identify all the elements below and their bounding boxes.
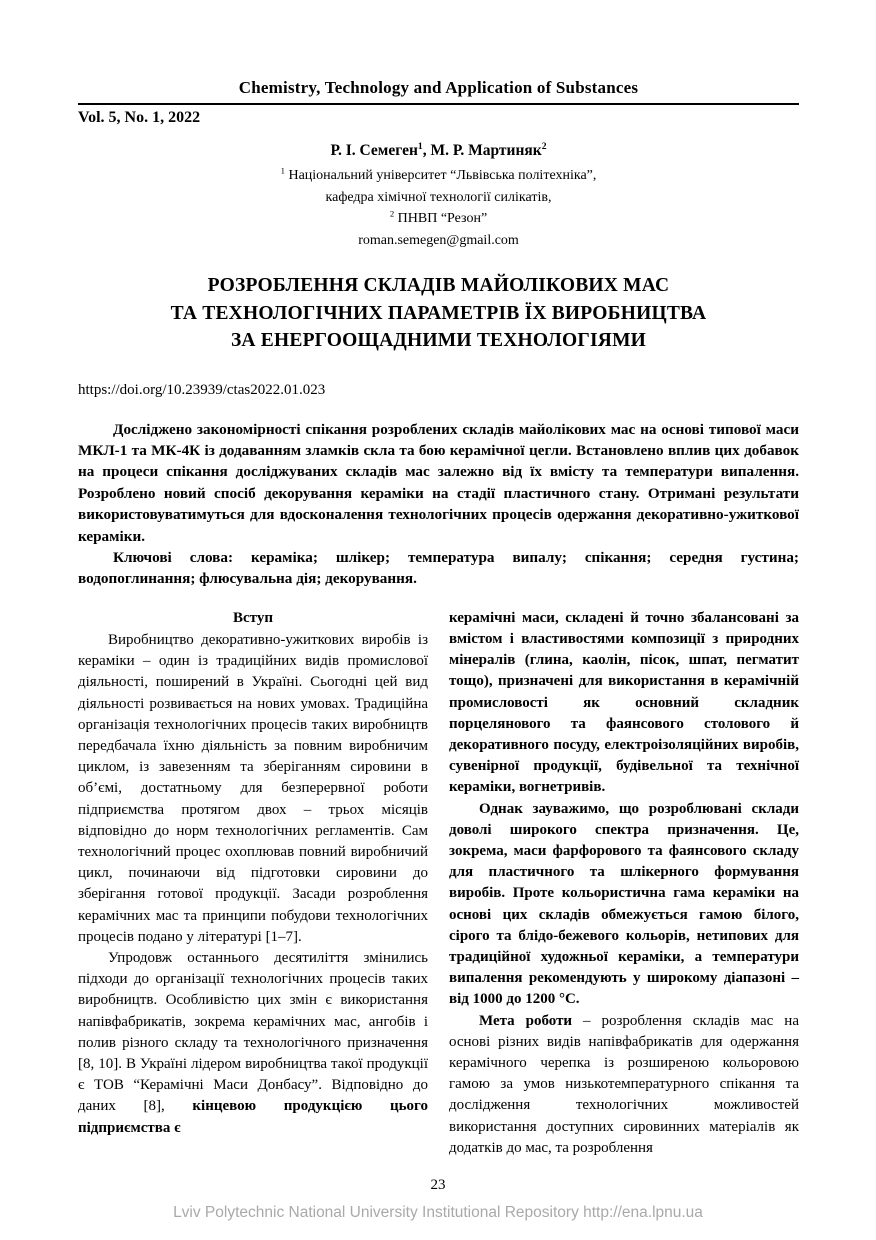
repository-footer: Lviv Polytechnic National University Institutional Repository http://ena.lpnu.ua (173, 1204, 703, 1221)
right-column (449, 608, 799, 1159)
text-run: Національний університет “Львівська політехніка”, (284, 168, 597, 183)
paragraph (78, 165, 799, 187)
paragraph (449, 1011, 799, 1159)
header-rule (78, 103, 799, 105)
left-column-paragraphs (78, 630, 428, 1139)
authors-line (78, 142, 799, 160)
paragraph (78, 208, 799, 230)
text-run: Ключові слова: (113, 548, 251, 566)
text-run: Упродовж останнього десятиліття змінились підходи до організації технологічних процесів таких виробництв. Особливістю цих змін є використання напівфабрикатів, зокрема керамічних мас, ангобів і полив різного складу та технологічного призначення [8, 10]. В Україні лідером виробництва такої продукції є ТОВ “Керамічні Маси Донбасу”. Відповідно до даних [8], (78, 950, 428, 1115)
text-run: Р. І. Семеген (330, 142, 418, 159)
paragraph (78, 230, 799, 252)
text-run: Однак зауважимо, що розроблювані склади доволі широкого спектра призначення. Це, зокрема, маси фарфорового та фаянсового складу для пластичного та шлікерного формування виробів. Проте кольористична гама кераміки на основі цих складів обмежується гамою білого, сірого та блідо-бежевого кольорів, нетипових для традиційної художньої кераміки, а температури випалення рекомендують у широкому діапазоні – від 1000 до 1200 °С. (449, 800, 799, 1008)
paragraph (78, 547, 799, 590)
volume-issue: Vol. 5, No. 1, 2022 (78, 109, 201, 126)
paragraph (449, 608, 799, 799)
text-run: Досліджено закономірності спікання розроблених складів майолікових мас на основі типової маси МКЛ-1 та МК-4К із додаванням зламків скла та бою керамічної цегли. Встановлено вплив цих добавок на процеси спікання досліджуваних складів мас залежно від їх вмісту та температури випалення. Розроблено новий спосіб декорування кераміки на стадії пластичного стану. Отримані результати використовуватимуться для вдосконалення технологічних процесів одержання декоративно-ужиткової кераміки. (78, 420, 799, 545)
title-line: РОЗРОБЛЕННЯ СКЛАДІВ МАЙОЛІКОВИХ МАС (207, 275, 670, 296)
journal-header: Chemistry, Technology and Application of Substances (238, 78, 639, 97)
text-run: кінцевою продукцією цього підприємства є (78, 1098, 428, 1136)
text-run: ПНВП “Резон” (394, 211, 488, 226)
doi-link: https://doi.org/10.23939/ctas2022.01.023 (78, 381, 326, 398)
text-run: 1 (417, 140, 423, 152)
text-run: 1 (280, 165, 285, 176)
text-run: 2 (389, 208, 395, 219)
left-column (78, 608, 428, 1159)
title-line: ЗА ЕНЕРГООЩАДНИМИ ТЕХНОЛОГІЯМИ (230, 330, 647, 351)
page-number: 23 (430, 1177, 446, 1193)
text-run: кафедра хімічної технології силікатів, (325, 189, 552, 205)
text-run: 2 (541, 140, 547, 152)
paragraph (78, 419, 799, 547)
text-run: керамічні маси, складені й точно збалансовані за вмістом і властивостями композиції з природних мінералів (глина, каолін, пісок, шпат, пегматит тощо), призначені для використання в керамічній промисловості як основний складник порцелянового та фаянсового столового й декоративного посуду, електроізоляційних виробів, сувенірної продукції, будівельної та технічної кераміки, вогнетривів. (449, 609, 799, 796)
text-run: кераміка; шлікер; температура випалу; спікання; середня густина; водопоглинання; флюсувальна дія; декорування. (78, 548, 799, 588)
section-heading-intro: Вступ (233, 609, 273, 626)
text-run: roman.semegen@gmail.com (358, 232, 519, 248)
abstract (78, 419, 799, 590)
paragraph (78, 630, 428, 948)
text-run: Виробництво декоративно-ужиткових виробів із кераміки – один із традиційних видів промислової діяльності, поширений в Україні. Сьогодні цей вид діяльності розвивається на нових умовах. Традиційна організація технологічних процесів таких виробництв передбачала їхню діяльність за повним виробничим циклом, із завезенням та зберіганням сировини в об’ємі, достатньому для безперервної роботи підприємства протягом двох – трьох місяців відповідно до норм технологічних регламентів. Сам технологічний процес охоплював повний виробничий цикл, починаючи від підготовки сировини до зберігання готової продукції. Засади розроблення керамічних мас та принципи побудови технологічних процесів подано у літературі [1–7]. (78, 631, 428, 945)
affiliations (78, 165, 799, 251)
text-run: , М. Р. Мартиняк (422, 142, 542, 159)
paragraph (78, 187, 799, 209)
two-column-body (78, 608, 799, 1159)
article-title (78, 272, 799, 355)
title-line: ТА ТЕХНОЛОГІЧНИХ ПАРАМЕТРІВ ЇХ ВИРОБНИЦТВА (170, 302, 707, 324)
paragraph (78, 948, 428, 1139)
text-run: Мета роботи (479, 1012, 573, 1029)
text-run: – розроблення складів мас на основі різних видів напівфабрикатів для одержання керамічного черепка із розширеною кольоровою гамою за умов низькотемпературного спікання та дослідження технологічних можливостей використання доступних сировинних матеріалів як додатків до мас, та розроблення (449, 1012, 799, 1156)
paragraph (449, 799, 799, 1011)
